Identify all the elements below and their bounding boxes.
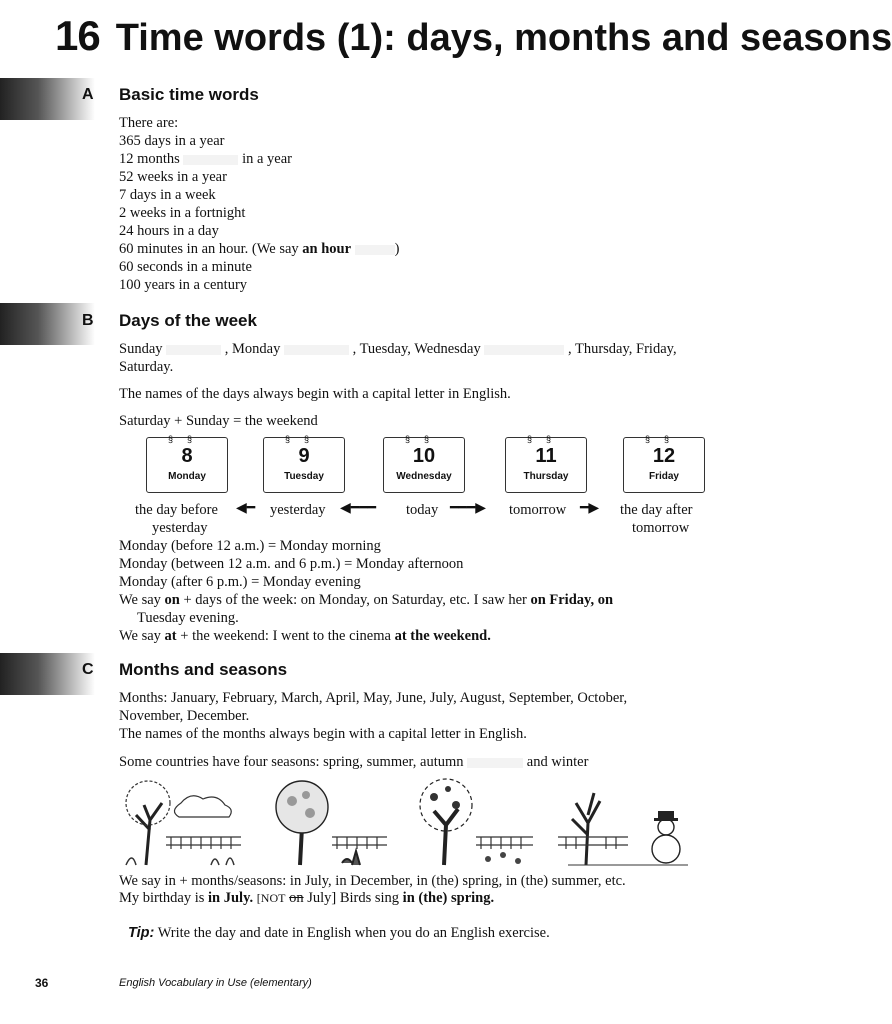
days-capital-note: The names of the days always begin with a capital letter in English.: [119, 386, 511, 402]
birthday-line: [119, 889, 494, 907]
spring-illustration: [116, 775, 246, 867]
day-after-tomorrow-label: the day after: [620, 502, 693, 518]
seasons-line: [119, 753, 588, 771]
section-b-title: Days of the week: [119, 311, 257, 330]
translation-blank: [484, 345, 564, 355]
an-hour-bold: an hour: [302, 241, 352, 257]
calendar-day-name: Wednesday: [396, 471, 452, 482]
calendar-day-name: Friday: [648, 471, 679, 482]
struck-word: on: [289, 890, 304, 906]
seasons-text: Some countries have four seasons: spring, summer, autumn: [119, 754, 464, 770]
translation-blank: [166, 345, 221, 355]
unit-title: [55, 12, 892, 60]
calendar-day-number: 8: [181, 445, 193, 467]
months-line-2: November, December.: [119, 708, 250, 724]
part-of-day-line: Monday (between 12 a.m. and 6 p.m.) = Monday afternoon: [119, 556, 464, 572]
day-after-tomorrow-label-2: tomorrow: [632, 520, 690, 536]
section-a-line: [119, 240, 400, 258]
part-of-day-line: Monday (before 12 a.m.) = Monday morning: [119, 538, 381, 554]
calendar-day-number: 11: [535, 445, 557, 467]
thursday-friday-text: , Thursday, Friday,: [567, 341, 677, 357]
seasons-text: and winter: [526, 754, 589, 770]
yesterday-label: yesterday: [270, 502, 326, 518]
monday-text: , Monday: [224, 341, 281, 357]
page-number: 36: [35, 976, 49, 990]
tip: [128, 924, 550, 942]
on-rule-bold: on Friday, on: [530, 592, 614, 608]
calendar-rings-icon: §§: [284, 434, 323, 444]
months-text: 12 months: [119, 151, 180, 167]
not-label: [NOT: [256, 891, 286, 905]
on-rule-line-2: Tuesday evening.: [137, 610, 239, 626]
calendar-page: [263, 434, 345, 493]
translation-blank: [284, 345, 349, 355]
translation-blank: [183, 155, 238, 165]
tip-text: Write the day and date in English when you do an English exercise.: [157, 925, 550, 941]
book-title: English Vocabulary in Use (elementary): [119, 977, 312, 989]
today-label: today: [406, 502, 439, 518]
section-a-line: 365 days in a year: [119, 133, 225, 149]
birthday-text: My birthday is: [119, 890, 205, 906]
calendar-day-name: Thursday: [523, 471, 569, 482]
calendar-rings-icon: §§: [167, 434, 206, 444]
calendar-page: [383, 434, 465, 493]
translation-blank: [355, 245, 395, 255]
section-a-line: 60 seconds in a minute: [119, 259, 252, 275]
section-b-bar: [0, 303, 95, 345]
section-a-line: There are:: [119, 115, 179, 131]
on-rule-line: [119, 591, 613, 609]
calendar-day-number: 9: [298, 445, 310, 467]
calendar-day-number: 12: [652, 445, 676, 467]
at-rule-text: We say: [119, 628, 161, 644]
on-rule-text: We say: [119, 592, 161, 608]
section-b-letter: B: [82, 312, 94, 329]
calendar-day-number: 10: [412, 445, 436, 467]
days-of-week-line: [119, 340, 677, 358]
close-paren: ): [394, 241, 400, 257]
section-c-bar: [0, 653, 95, 695]
section-a-title: Basic time words: [119, 85, 259, 104]
minutes-text: 60 minutes in an hour. (We say: [119, 241, 299, 257]
on-rule-bold: on: [164, 592, 180, 608]
arrow-right-icon: ━━━▶: [450, 501, 487, 516]
winter-illustration: [558, 775, 693, 867]
in-rule-line: We say in + months/seasons: in July, in December, in (the) spring, in (the) summer, etc.: [119, 873, 626, 889]
birthday-bold: in (the) spring.: [402, 890, 495, 906]
calendar-rings-icon: §§: [526, 434, 565, 444]
in-a-year-text: in a year: [242, 151, 292, 167]
section-c-title: Months and seasons: [119, 660, 288, 679]
at-rule-text: + the weekend: I went to the cinema: [180, 628, 391, 644]
months-capital-note: The names of the months always begin with a capital letter in English.: [119, 726, 527, 742]
calendar-day-name: Monday: [168, 471, 206, 482]
calendar-page: [623, 434, 705, 493]
arrow-right-icon: ━▶: [580, 501, 600, 516]
day-before-yesterday-label-2: yesterday: [152, 520, 208, 536]
summer-illustration: [262, 775, 392, 867]
tip-label: Tip:: [128, 925, 155, 941]
section-a-line: 52 weeks in a year: [119, 169, 227, 185]
section-a-bar: [0, 78, 95, 120]
section-a-line: 24 hours in a day: [119, 223, 219, 239]
at-rule-bold: at the weekend.: [394, 628, 491, 644]
saturday-line: Saturday.: [119, 359, 174, 375]
at-rule-line: [119, 627, 491, 645]
at-rule-bold: at: [164, 628, 177, 644]
section-a-letter: A: [82, 86, 94, 103]
calendar-page: [505, 434, 587, 493]
sunday-text: Sunday: [119, 341, 163, 357]
section-a-line: 100 years in a century: [119, 277, 248, 293]
birthday-text: July] Birds sing: [307, 890, 400, 906]
arrow-left-icon: ◀━━━: [340, 501, 377, 516]
months-line: Months: January, February, March, April, May, June, July, August, September, October,: [119, 690, 628, 706]
section-a-line: [119, 150, 292, 168]
calendar-day-name: Tuesday: [284, 471, 324, 482]
arrow-left-icon: ◀━: [236, 501, 256, 516]
tomorrow-label: tomorrow: [509, 502, 567, 518]
unit-number: 16: [55, 12, 100, 59]
calendar-page: [146, 434, 228, 493]
calendar-rings-icon: §§: [404, 434, 443, 444]
tuesday-wednesday-text: , Tuesday, Wednesday: [352, 341, 481, 357]
calendar-rings-icon: §§: [644, 434, 683, 444]
section-a-line: 7 days in a week: [119, 187, 216, 203]
weekend-equation: Saturday + Sunday = the weekend: [119, 413, 318, 429]
section-a-line: 2 weeks in a fortnight: [119, 205, 246, 221]
on-rule-text: + days of the week: on Monday, on Saturday, etc. I saw her: [183, 592, 527, 608]
birthday-bold: in July.: [208, 890, 254, 906]
translation-blank: [467, 758, 523, 768]
autumn-illustration: [408, 775, 538, 867]
part-of-day-line: Monday (after 6 p.m.) = Monday evening: [119, 574, 361, 590]
section-c-letter: C: [82, 661, 94, 678]
unit-title-text: Time words (1): days, months and seasons: [115, 17, 892, 59]
day-before-yesterday-label: the day before: [135, 502, 218, 518]
